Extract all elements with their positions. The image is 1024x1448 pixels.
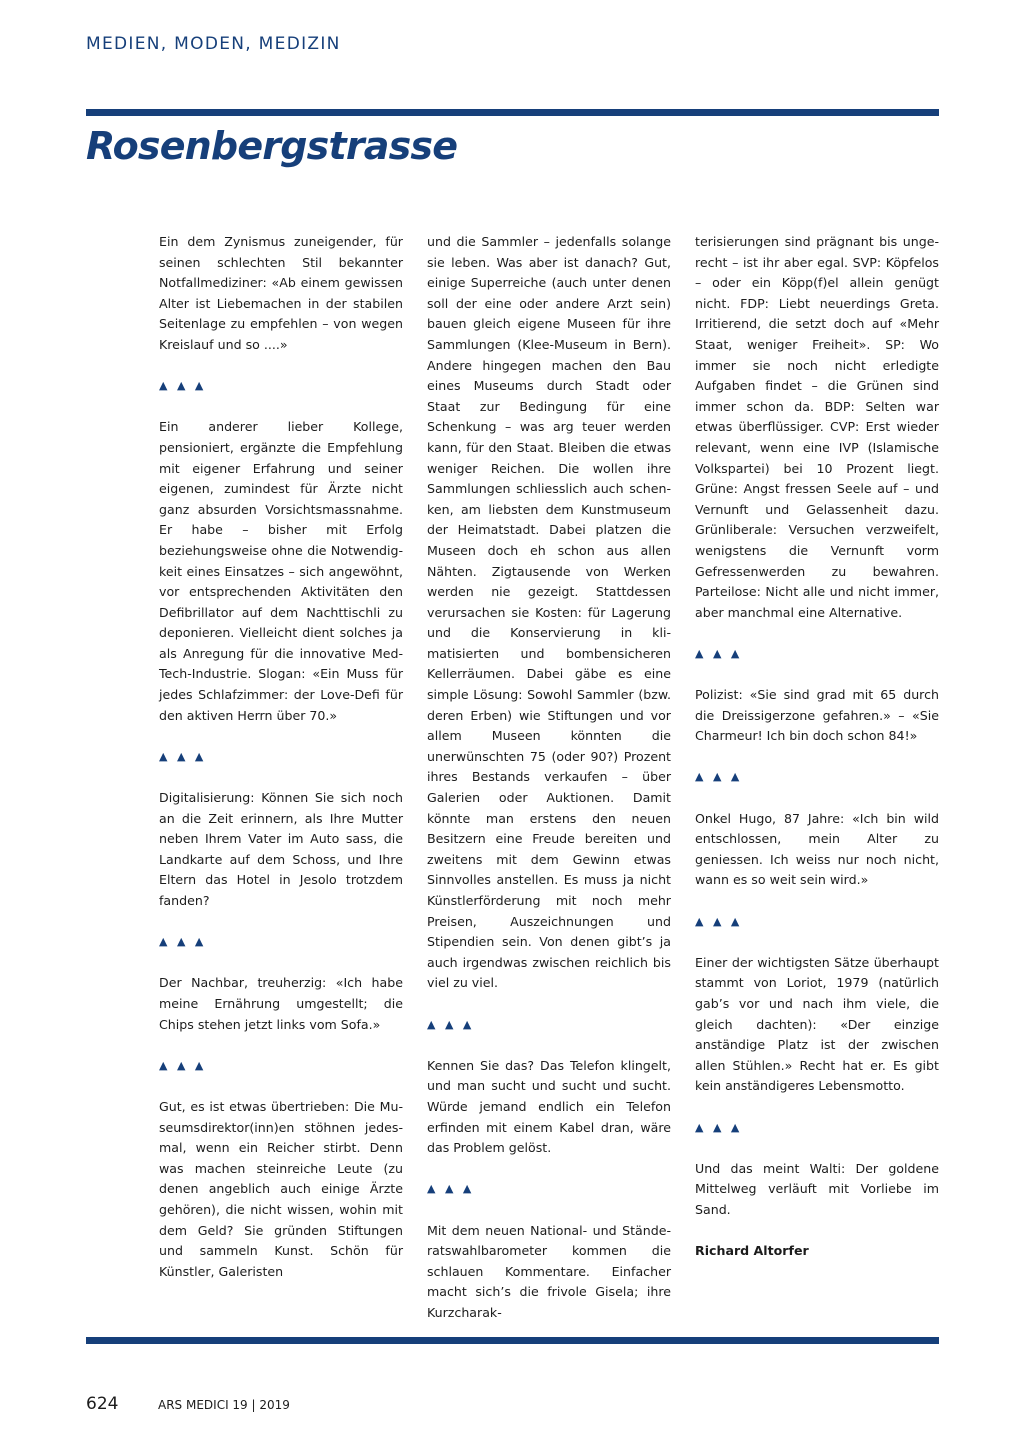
paragraph: Gut, es ist etwas übertrieben: Die Museumsdirektor(inn)en stöhnen jedesmal, wenn ein Reicher stirbt. Denn was machen steinreiche Leute (zu denen angeblich auch einige Ärzte gehören), die nicht wissen, wohin mit dem Geld? Sie gründen Stiftungen und sammeln Kunst. Schön für Künstler, Galeristen [159, 1098, 403, 1279]
section-separator-triangles: ▲ ▲ ▲ [695, 914, 743, 928]
page-number: 624 [86, 1394, 119, 1414]
journal-issue: ARS MEDICI 19 | 2019 [158, 1398, 290, 1412]
section-separator-triangles: ▲ ▲ ▲ [427, 1017, 475, 1031]
paragraph: terisierungen sind prägnant bis ungerecht – ist ihr aber egal. SVP: Köpfelos – oder ein Köpp(f)el allein genügt nicht. FDP: Liebt neuerdings Greta. Irritierend, die setzt doch auf «Mehr Staat, weniger Freiheit». SP: Wo immer sie noch nicht erledigte Aufgaben findet – die Grünen sind immer schon da. BDP: Selten war etwas überflüssiger. CVP: Erst wieder relevant, wenn eine IVP (Islamische Volkspartei) bei 10 Prozent liegt. Grüne: Angst fressen Seele auf – und Vernunft und Gelassenheit dazu. Grünliberale: Versuchen verzweifelt, wenigstens die Vernunft vorm Gefressenwerden zu bewahren. Parteilose: Nicht alle und nicht immer, aber manchmal eine Alternative. [695, 234, 939, 620]
paragraph: Ein anderer lieber Kollege, pensioniert, ergänzte die Empfehlung mit eigener Erfahrung und seiner eigenen, zumindest für Ärzte nicht ganz absurden Vorsichtsmassnahme. Er habe – bisher mit Erfolg beziehungsweise ohne die Notwendigkeit eines Einsatzes – sich angewöhnt, vor entsprechenden Aktivitäten den Defibrillator auf dem Nachttischli zu deponieren. Vielleicht dient solches ja als Anregung für die innovative Med-Tech-Industrie. Slogan: «Ein Muss für jedes Schlafzimmer: der Love-Defi für den aktiven Herrn über 70.» [159, 419, 403, 723]
column-2 [427, 232, 671, 1344]
paragraph: Kennen Sie das? Das Telefon klingelt, und man sucht und sucht und sucht. Würde jemand endlich ein Telefon erfinden mit einem Kabel dran, wäre das Problem gelöst. [427, 1057, 671, 1156]
paragraph: Ein dem Zynismus zuneigender, für seinen schlechten Stil bekannter Notfallmediziner: «Ab einem gewissen Alter ist Liebemachen in der stabilen Seitenlage zu empfehlen – von wegen Kreislauf und so ....» [159, 234, 403, 352]
paragraph: Polizist: «Sie sind grad mit 65 durch die Dreissigerzone gefahren.» – «Sie Charmeur! Ich bin doch schon 84!» [695, 687, 939, 744]
author-name: Richard Altorfer [695, 1243, 809, 1259]
section-separator-triangles: ▲ ▲ ▲ [695, 1120, 743, 1134]
section-separator-triangles: ▲ ▲ ▲ [159, 749, 207, 763]
paragraph: Einer der wichtigsten Sätze überhaupt stammt von Loriot, 1979 (natürlich gab’s vor und nach ihm viele, die gleich dachten): «Der einzige anständige Platz ist der zwischen allen Stühlen.» Recht hat er. Es gibt kein anständigeres Lebensmotto. [695, 954, 939, 1094]
column-1 [159, 232, 403, 1303]
top-rule [86, 109, 939, 116]
section-label: MEDIEN, MODEN, MEDIZIN [86, 34, 341, 54]
section-separator-triangles: ▲ ▲ ▲ [695, 646, 743, 660]
bottom-rule [86, 1337, 939, 1344]
paragraph: Und das meint Walti: Der goldene Mittelweg verläuft mit Vorliebe im Sand. [695, 1160, 939, 1217]
section-separator-triangles: ▲ ▲ ▲ [159, 379, 207, 393]
paragraph: Onkel Hugo, 87 Jahre: «Ich bin wild entschlossen, mein Alter zu geniessen. Ich weiss nur noch nicht, wann es so weit sein wird.» [695, 810, 939, 888]
section-separator-triangles: ▲ ▲ ▲ [159, 935, 207, 949]
paragraph: und die Sammler – jedenfalls solange sie leben. Was aber ist danach? Gut, einige Superreiche (auch unter denen soll der eine oder andere Arzt sein) bauen gleich eigene Museen für ihre Sammlungen (Klee-Museum in Bern). Andere hingegen machen den Bau eines Museums durch Stadt oder Staat zur Bedingung für eine Schenkung – was arg teuer werden kann, für den Staat. Bleiben die etwas weniger Reichen. Die wollen ihre Sammlungen schliesslich auch schenken, am liebsten dem Kunstmuseum der Heimatstadt. Dabei platzen die Museen doch eh schon aus allen Nähten. Zigtausende von Werken werden nie gezeigt. Stattdessen verursachen sie Kosten: für Lagerung und die Konservierung in klimatisierten und bombensicheren Kellerräumen. Dabei gäbe es eine simple Lösung: Sowohl Sammler (bzw. deren Erben) wie Stiftungen und vor allem Museen könnten die unerwünschten 75 (oder 90?) Prozent ihres Bestands verkaufen – über Galerien oder Auktionen. Damit könnte man erstens den neuen Besitzern eine Freude bereiten und zweitens mit dem Gewinn etwas Sinnvolles anstellen. Es muss ja nicht Künstlerförderung mit noch mehr Preisen, Auszeichnungen und Stipendien sein. Von denen gibt’s ja auch irgendwas zwischen reichlich bis viel zu viel. [427, 234, 671, 991]
column-3 [695, 232, 939, 1282]
paragraph: Digitalisierung: Können Sie sich noch an die Zeit erinnern, als Ihre Mutter neben Ihrem Vater im Auto sass, die Landkarte auf dem Schoss, und Ihre Eltern das Hotel in Jesolo trotzdem fanden? [159, 790, 403, 908]
section-separator-triangles: ▲ ▲ ▲ [159, 1058, 207, 1072]
article-title: Rosenbergstrasse [86, 124, 458, 168]
section-separator-triangles: ▲ ▲ ▲ [695, 770, 743, 784]
section-separator-triangles: ▲ ▲ ▲ [427, 1182, 475, 1196]
paragraph: Mit dem neuen National- und Ständeratswahlbarometer kommen die schlauen Kommentare. Einfacher macht sich’s die frivole Gisela; ihre Kurzcharak- [427, 1222, 671, 1320]
paragraph: Der Nachbar, treuherzig: «Ich habe meine Ernährung umgestellt; die Chips stehen jetzt links vom Sofa.» [159, 975, 403, 1032]
